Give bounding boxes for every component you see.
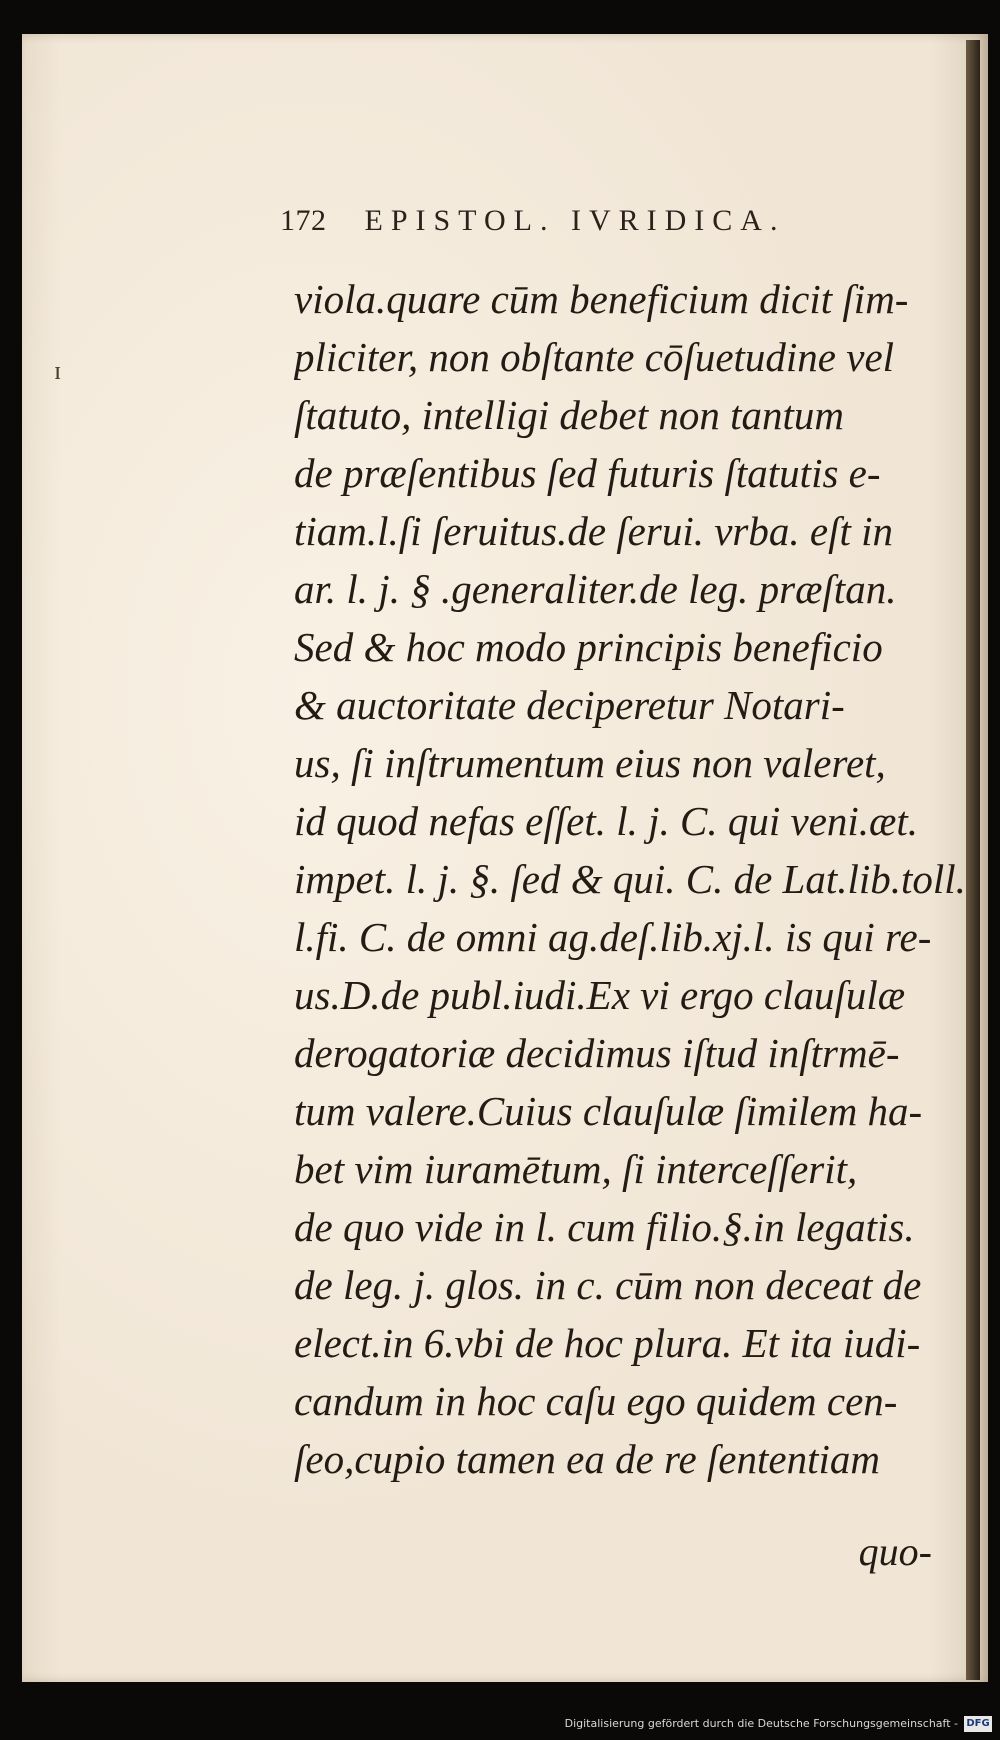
text-line: de leg. j. glos. in c. cūm non deceat de (294, 1262, 922, 1308)
text-line: bet vim iuramētum, ſi interceſſerit, (294, 1146, 858, 1192)
catchword: quo- (858, 1529, 932, 1574)
text-line: derogatoriæ decidimus iſtud inſtrmē- (294, 1030, 900, 1076)
text-line: & auctoritate deciperetur Notari- (294, 682, 845, 728)
text-line: viola.quare cūm beneficium dicit ſim- (294, 276, 909, 322)
text-line: de præſentibus ſed futuris ſtatutis e- (294, 450, 881, 496)
running-title: EPISTOL. IVRIDICA. (364, 204, 786, 237)
text-line: candum in hoc caſu ego quidem cen- (294, 1378, 898, 1424)
text-line: de quo vide in l. cum filio.§.in legatis. (294, 1204, 915, 1250)
text-line: impet. l. j. §. ſed & qui. C. de Lat.lib.toll. (294, 856, 966, 902)
running-head (280, 204, 900, 238)
body-text (294, 270, 974, 1488)
digitization-credit: Digitalisierung gefördert durch die Deutsche Forschungsgemeinschaft - (564, 1717, 958, 1730)
margin-mark: ɪ (54, 356, 62, 385)
text-line: tum valere.Cuius clauſulæ ſimilem ha- (294, 1088, 923, 1134)
text-line: tiam.l.ſi ſeruitus.de ſerui. vrba. eſt in (294, 508, 894, 554)
text-line: ar. l. j. § .generaliter.de leg. præſtan. (294, 566, 897, 612)
text-line: l.fi. C. de omni ag.deſ.lib.xj.l. is qui re- (294, 914, 932, 960)
dfg-logo: DFG (964, 1716, 992, 1732)
text-line: ſeo,cupio tamen ea de re ſententiam (294, 1436, 880, 1482)
text-line: id quod nefas eſſet. l. j. C. qui veni.æt. (294, 798, 919, 844)
page-number: 172 (280, 204, 327, 237)
text-line: pliciter, non obſtante cōſuetudine vel (294, 334, 895, 380)
text-line: ſtatuto, intelligi debet non tantum (294, 392, 845, 438)
page-edge (966, 40, 980, 1680)
text-line: elect.in 6.vbi de hoc plura. Et ita iudi- (294, 1320, 921, 1366)
text-line: us, ſi inſtrumentum eius non valeret, (294, 740, 886, 786)
text-line: us.D.de publ.iudi.Ex vi ergo clauſulæ (294, 972, 906, 1018)
text-line: Sed & hoc modo principis beneficio (294, 624, 883, 670)
book-page (22, 34, 988, 1682)
